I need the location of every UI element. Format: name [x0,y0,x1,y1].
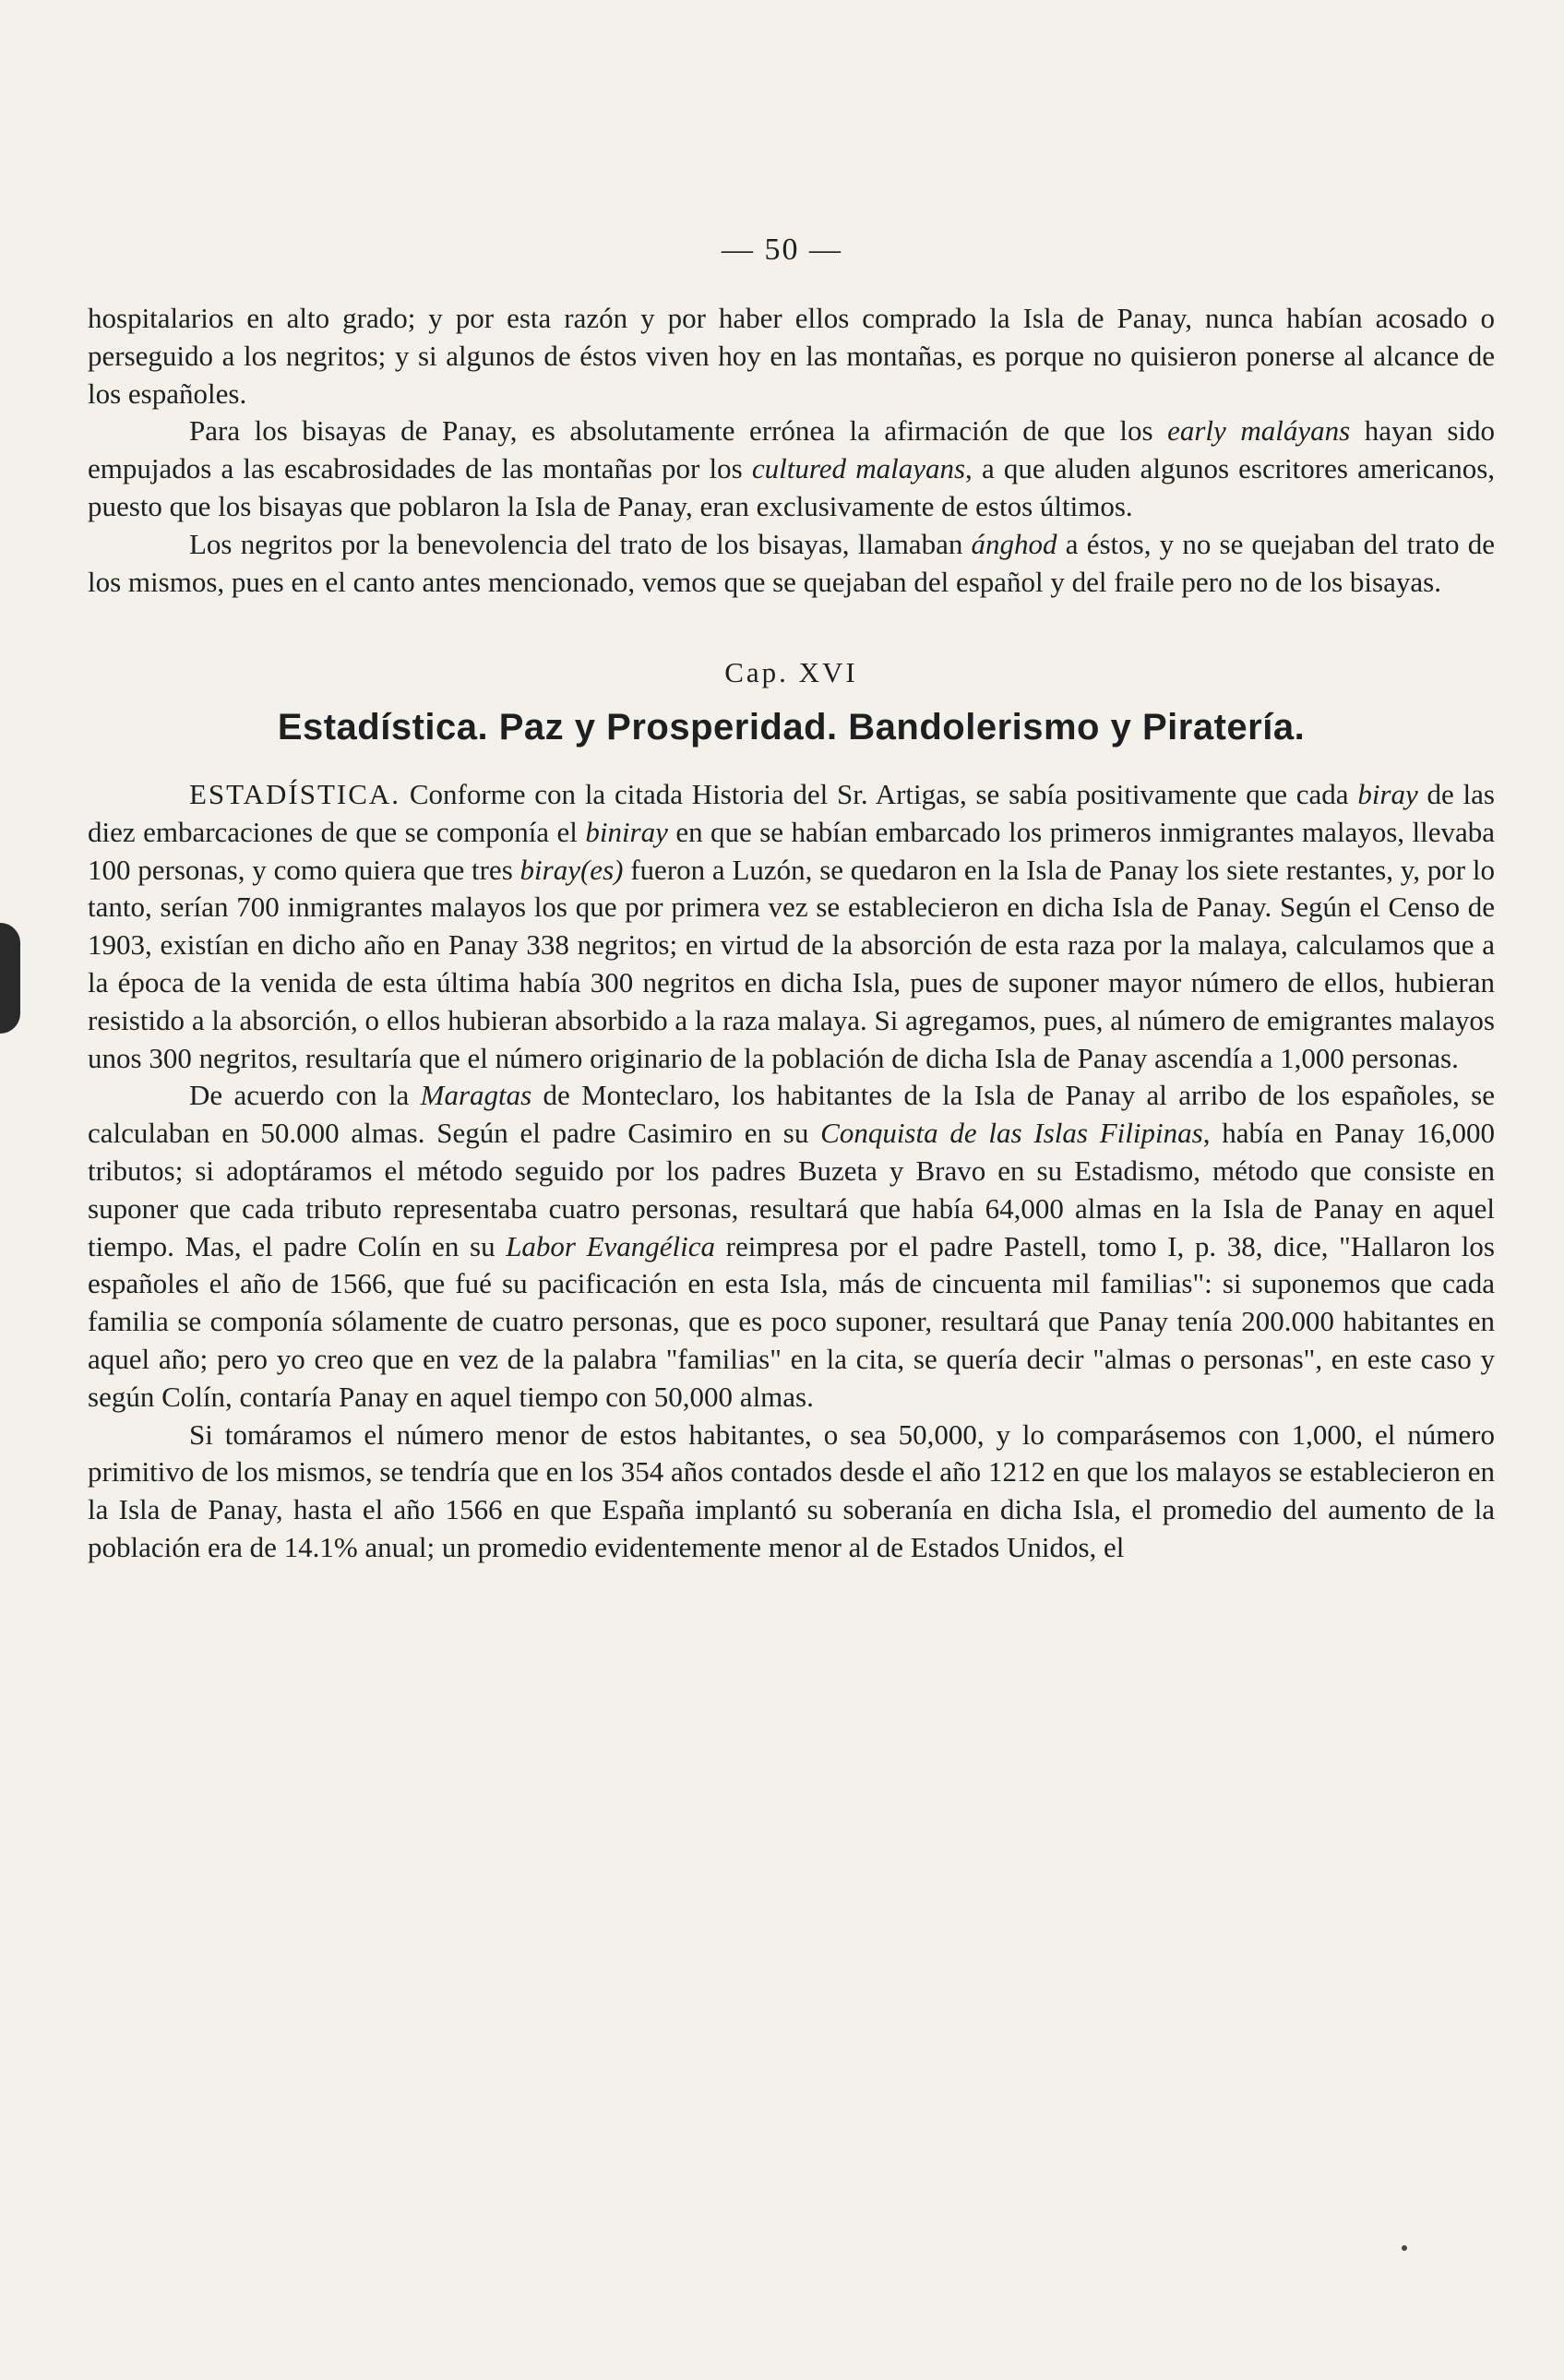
paragraph-5: De acuerdo con la Maragtas de Monteclaro, los habitantes de la Isla de Panay al arribo de los españoles, se calculaban en 50.000 almas. Según el padre Casimiro en su Conquista de las Islas Filipinas, había en Panay 16,000 tributos; si adoptáramos el método seguido por los padres Buzeta y Bravo en su Estadismo, método que consiste en suponer que cada tributo representaba cuatro personas, resultará que había 64,000 almas en la Isla de Panay en aquel tiempo. Mas, el padre Colín en su Labor Evangélica reimpresa por el padre Pastell, tomo I, p. 38, dice, "Hallaron los españoles el año de 1566, que fué su pacificación en esta Isla, más de cincuenta mil familias": si suponemos que cada familia se componía sólamente de cuatro personas, que es poco suponer, resultará que Panay tenía 200.000 habitantes en aquel año; pero yo creo que en vez de la palabra "familias" en la cita, se quería decir "almas o personas", en este caso y según Colín, contaría Panay en aquel tiempo con 50,000 almas. [88,1079,1495,1413]
paragraph-1: hospitalarios en alto grado; y por esta razón y por haber ellos comprado la Isla de Panay, nunca habían acosado o perseguido a los negritos; y si algunos de éstos viven hoy en las montañas, es porque no quisieron ponerse al alcance de los españoles. [88,302,1495,410]
paragraph-4: ESTADÍSTICA. Conforme con la citada Historia del Sr. Artigas, se sabía positivamente que cada biray de las diez embarcaciones de que se componía el biniray en que se habían embarcado los primeros inmigrantes malayos, llevaba 100 personas, y como quiera que tres biray(es) fueron a Luzón, se quedaron en la Isla de Panay los siete restantes, y, por lo tanto, serían 700 inmigrantes malayos los que por primera vez se establecieron en dicha Isla de Panay. Según el Censo de 1903, existían en dicho año en Panay 338 negritos; en virtud de la absorción de esta raza por la malaya, calculamos que a la época de la venida de esta última había 300 negritos en dicha Isla, pues de suponer mayor número de ellos, hubieran resistido a la absorción, o ellos hubieran absorbido a la raza malaya. Si agregamos, pues, al número de emigrantes malayos unos 300 negritos, resultaría que el número originario de la población de dicha Isla de Panay ascendía a 1,000 personas. [88,777,1495,1074]
chapter-number: Cap. XVI [724,656,858,689]
paragraph-2: Para los bisayas de Panay, es absolutamente errónea la afirmación de que los early maláyans hayan sido empujados a las escabrosidades de las montañas por los cultured malayans, a que aluden algunos escritores americanos, puesto que los bisayas que poblaron la Isla de Panay, eran exclusivamente de estos últimos. [88,414,1496,522]
paragraph-6: Si tomáramos el número menor de estos habitantes, o sea 50,000, y lo comparásemos con 1,000, el número primitivo de los mismos, se tendría que en los 354 años contados desde el año 1212 en que los malayos se establecieron en la Isla de Panay, hasta el año 1566 en que España implantó su soberanía en dicha Isla, el promedio del aumento de la población era de 14.1% anual; un promedio evidentemente menor al de Estados Unidos, el [88,1417,1495,1563]
print-speck [1402,2245,1407,2251]
paragraph-3: Los negritos por la benevolencia del trato de los bisayas, llamaban ánghod a éstos, y no se quejaban del trato de los mismos, pues en el canto antes mencionado, vemos que se quejaban del español y del fraile pero no de los bisayas. [88,527,1495,598]
chapter-title: Estadística. Paz y Prosperidad. Bandolerismo y Piratería. [277,707,1306,748]
binding-shadow [0,923,20,1034]
page-number: — 50 — [722,233,842,267]
body-text [88,300,1495,1567]
